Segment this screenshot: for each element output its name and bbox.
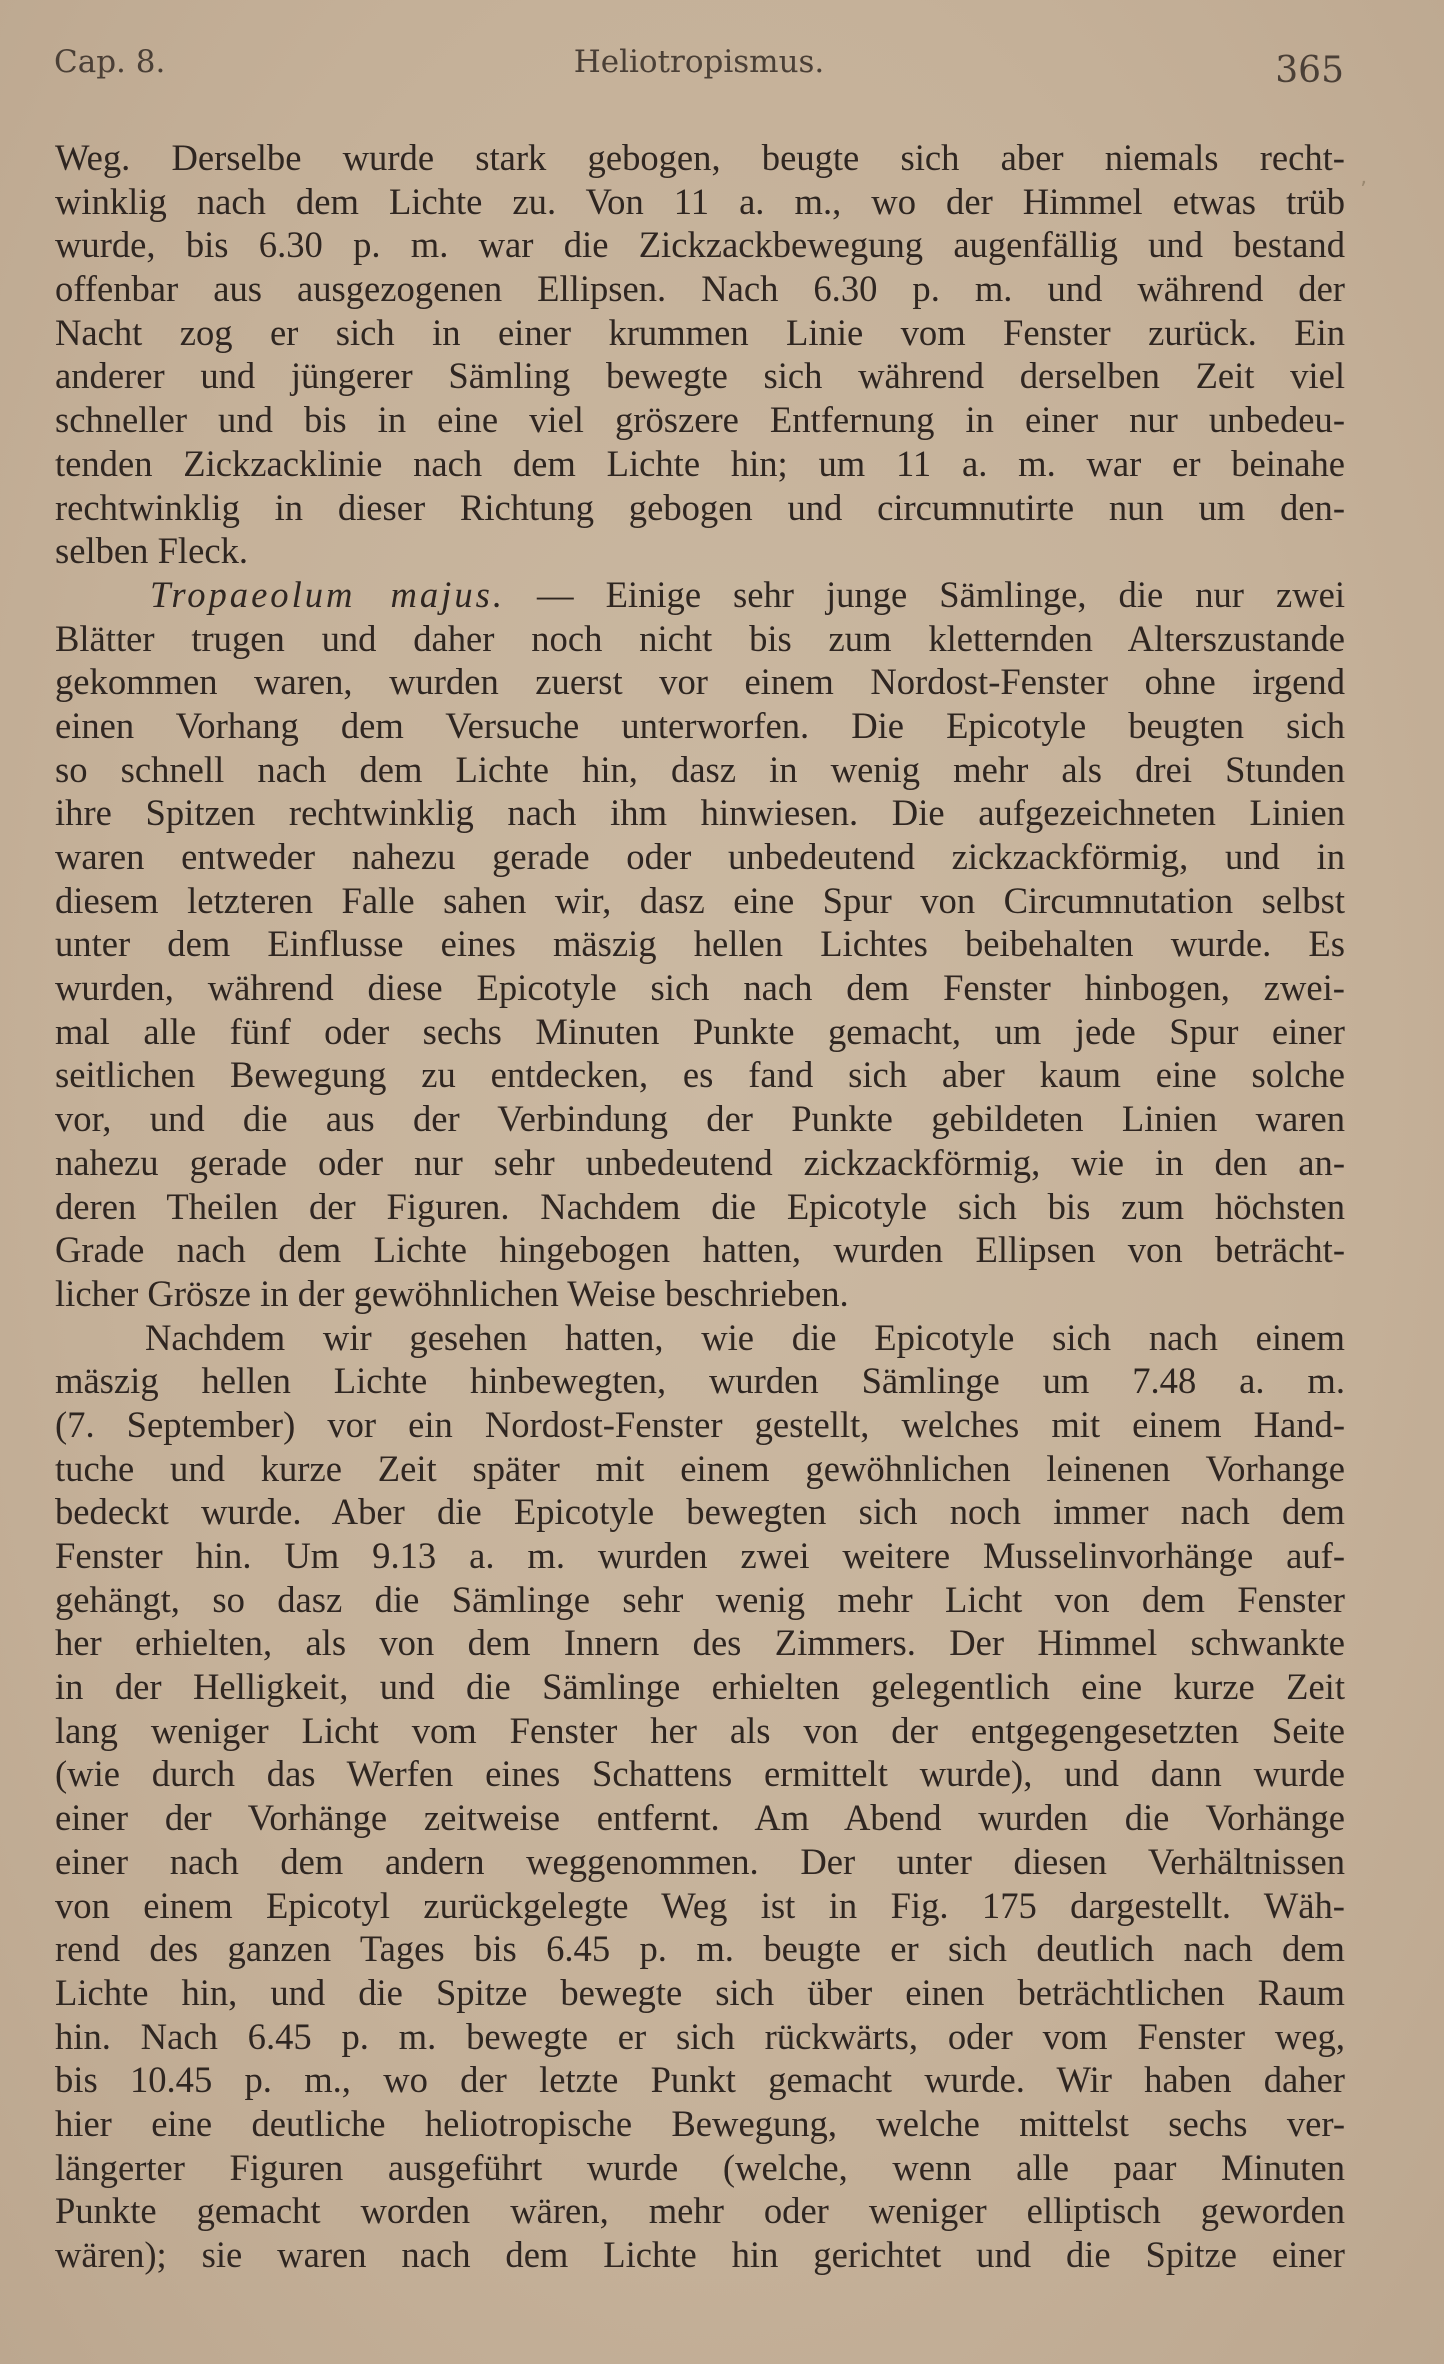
text-line: anderer und jüngerer Sämling bewegte sich während derselben Zeit viel (55, 355, 1345, 397)
text-line: offenbar aus ausgezogenen Ellipsen. Nach 6.30 p. m. und während der (55, 268, 1345, 310)
text-line: ihre Spitzen rechtwinklig nach ihm hinwiesen. Die aufgezeichneten Linien (55, 792, 1345, 834)
text-line: unter dem Einflusse eines mäszig hellen Lichtes beibehalten wurde. Es (55, 923, 1345, 965)
margin-mark: ʼ (1360, 178, 1367, 203)
text-line: in der Helligkeit, und die Sämlinge erhielten gelegentlich eine kurze Zeit (55, 1666, 1345, 1708)
text-line: tenden Zickzacklinie nach dem Lichte hin; um 11 a. m. war er beinahe (55, 442, 1345, 484)
text-line: mal alle fünf oder sechs Minuten Punkte gemacht, um jede Spur einer (55, 1010, 1345, 1052)
text-line: hin. Nach 6.45 p. m. bewegte er sich rückwärts, oder vom Fenster weg, (55, 2015, 1345, 2057)
text-line: Blätter trugen und daher noch nicht bis zum kletternden Alterszustande (55, 617, 1345, 659)
text-line: gekommen waren, wurden zuerst vor einem Nordost-Fenster ohne irgend (55, 661, 1345, 703)
text-line: diesem letzteren Falle sahen wir, dasz eine Spur von Circumnutation selbst (55, 879, 1345, 921)
text-line: Punkte gemacht worden wären, mehr oder weniger elliptisch geworden (55, 2190, 1345, 2232)
text-line: — Einige sehr junge Sämlinge, die nur zwei (537, 573, 1345, 615)
text-line: winklig nach dem Lichte zu. Von 11 a. m., wo der Himmel etwas trüb (55, 180, 1345, 222)
text-line: vor, und die aus der Verbindung der Punkte gebildeten Linien waren (55, 1098, 1345, 1140)
paragraph-start-line (55, 573, 1345, 617)
text-line: seitlichen Bewegung zu entdecken, es fand sich aber kaum eine solche (55, 1054, 1345, 1096)
text-line: wurde, bis 6.30 p. m. war die Zickzackbewegung augenfällig und bestand (55, 224, 1345, 266)
text-line: rend des ganzen Tages bis 6.45 p. m. beugte er sich deutlich nach dem (55, 1928, 1345, 1970)
running-title: Heliotropismus. (573, 44, 825, 80)
page-header (54, 44, 1344, 94)
text-line: mäszig hellen Lichte hinbewegten, wurden Sämlinge um 7.48 a. m. (55, 1360, 1345, 1402)
text-line: lang weniger Licht vom Fenster her als von der entgegengesetzten Seite (55, 1709, 1345, 1751)
text-line: tuche und kurze Zeit später mit einem gewöhnlichen leinenen Vorhange (55, 1447, 1345, 1489)
text-line: her erhielten, als von dem Innern des Zimmers. Der Himmel schwankte (55, 1622, 1345, 1664)
species-heading: Tropaeolum majus. (150, 573, 505, 615)
text-line: einer der Vorhänge zeitweise entfernt. Am Abend wurden die Vorhänge (55, 1797, 1345, 1839)
text-line: nahezu gerade oder nur sehr unbedeutend zickzackförmig, wie in den an- (55, 1141, 1345, 1183)
text-line: rechtwinklig in dieser Richtung gebogen und circumnutirte nun um den- (55, 486, 1345, 528)
text-line: einen Vorhang dem Versuche unterworfen. Die Epicotyle beugten sich (55, 704, 1345, 746)
text-line: schneller und bis in eine viel gröszere Entfernung in einer nur unbedeu- (55, 399, 1345, 441)
text-line: Nacht zog er sich in einer krummen Linie vom Fenster zurück. Ein (55, 311, 1345, 353)
text-line: deren Theilen der Figuren. Nachdem die Epicotyle sich bis zum höchsten (55, 1185, 1345, 1227)
text-line: Weg. Derselbe wurde stark gebogen, beugte sich aber niemals recht- (55, 137, 1345, 178)
text-line: Grade nach dem Lichte hingebogen hatten, wurden Ellipsen von beträcht- (55, 1229, 1345, 1271)
text-line: (wie durch das Werfen eines Schattens ermittelt wurde), und dann wurde (55, 1753, 1345, 1795)
text-line: längerter Figuren ausgeführt wurde (welche, wenn alle paar Minuten (55, 2146, 1345, 2188)
body-text (55, 136, 1345, 2277)
text-line: (7. September) vor ein Nordost-Fenster gestellt, welches mit einem Hand- (55, 1403, 1345, 1445)
page-number: 365 (1275, 50, 1344, 91)
text-line: von einem Epicotyl zurückgelegte Weg ist in Fig. 175 dargestellt. Wäh- (55, 1884, 1345, 1926)
text-line: licher Grösze in der gewöhnlichen Weise beschrieben. (55, 1272, 849, 1314)
text-line: wurden, während diese Epicotyle sich nach dem Fenster hinbogen, zwei- (55, 967, 1345, 1009)
text-line: bedeckt wurde. Aber die Epicotyle bewegten sich noch immer nach dem (55, 1491, 1345, 1533)
text-line: wären); sie waren nach dem Lichte hin gerichtet und die Spitze einer (55, 2234, 1345, 2275)
text-line: hier eine deutliche heliotropische Bewegung, welche mittelst sechs ver- (55, 2102, 1345, 2144)
text-line: so schnell nach dem Lichte hin, dasz in wenig mehr als drei Stunden (55, 748, 1345, 790)
text-line: Fenster hin. Um 9.13 a. m. wurden zwei weitere Musselinvorhänge auf- (55, 1535, 1345, 1576)
text-line: gehängt, so dasz die Sämlinge sehr wenig mehr Licht von dem Fenster (55, 1578, 1345, 1620)
text-line: bis 10.45 p. m., wo der letzte Punkt gemacht wurde. Wir haben daher (55, 2059, 1345, 2101)
text-line: waren entweder nahezu gerade oder unbedeutend zickzackförmig, und in (55, 836, 1345, 877)
chapter-label: Cap. 8. (54, 44, 166, 80)
text-line: Lichte hin, und die Spitze bewegte sich über einen beträchtlichen Raum (55, 1971, 1345, 2013)
text-line: Nachdem wir gesehen hatten, wie die Epicotyle sich nach einem (145, 1316, 1345, 1358)
text-line: einer nach dem andern weggenommen. Der unter diesen Verhältnissen (55, 1840, 1345, 1882)
text-line: selben Fleck. (55, 530, 248, 572)
